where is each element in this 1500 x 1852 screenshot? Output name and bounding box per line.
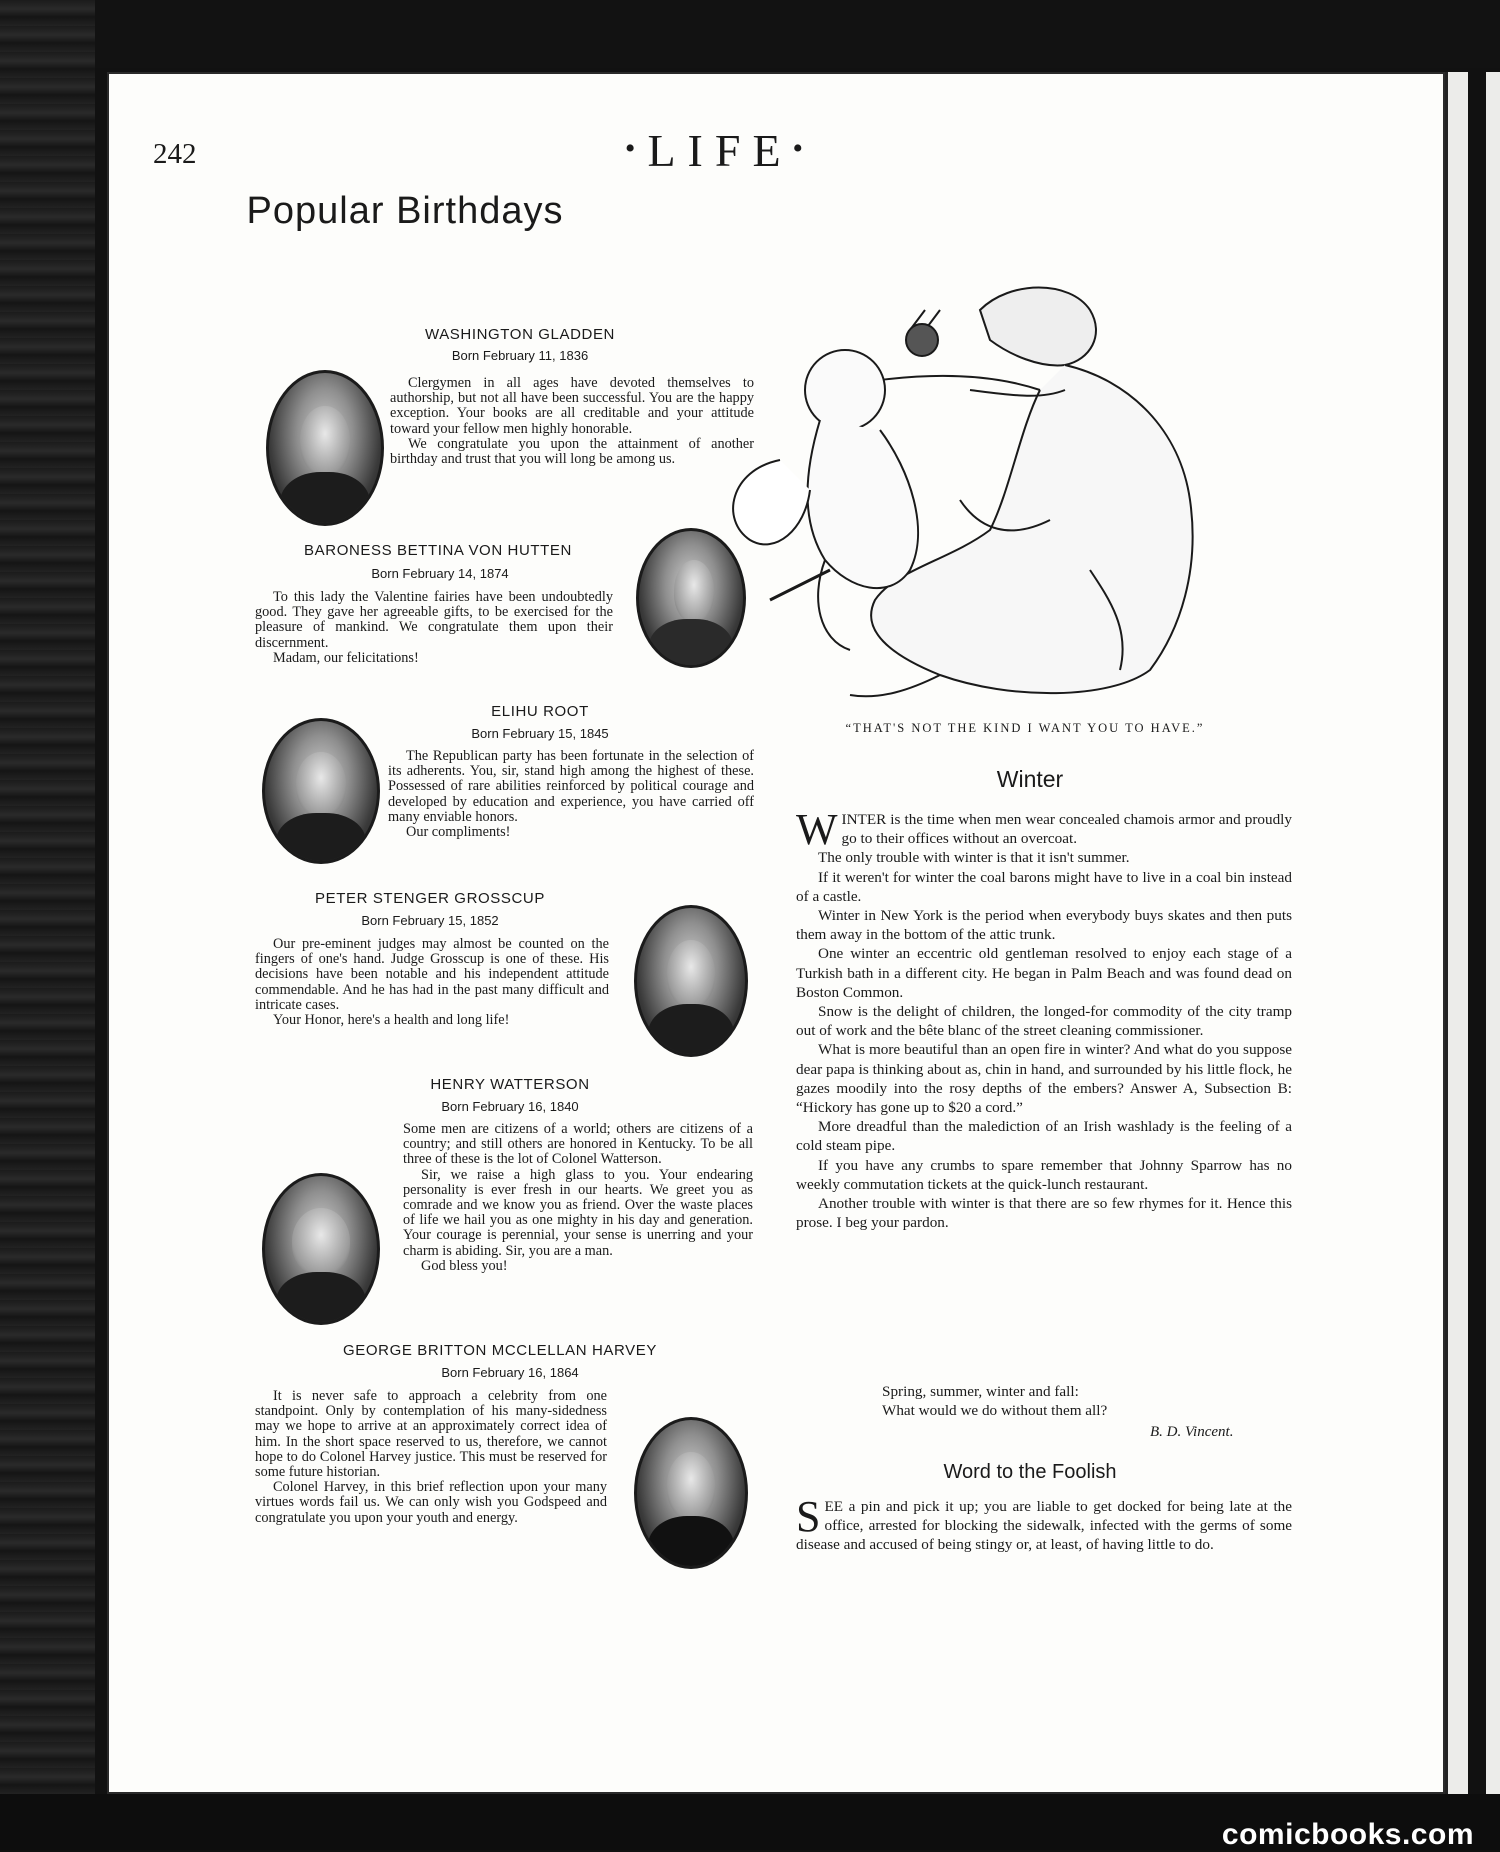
entry-name: WASHINGTON GLADDEN xyxy=(425,326,615,343)
entry-text xyxy=(255,1389,607,1526)
adjacent-page-edge xyxy=(1445,72,1500,1794)
winter-paragraph: Winter in New York is the period when everybody buys skates and then puts them away in the bottom of the attic trunk. xyxy=(796,907,1292,944)
entry-paragraph: The Republican party has been fortunate in the selection of its adherents. You, sir, stand high among the highest of these. Possessed of rare abilities reinforced by political courage and developed by education and experience, you have carried off many enviable honors. xyxy=(388,748,754,825)
winter-text xyxy=(796,805,1292,1232)
entry-born-date: Born February 16, 1864 xyxy=(441,1365,579,1380)
entry-name: ELIHU ROOT xyxy=(491,703,589,720)
entry-paragraph: Some men are citizens of a world; others are citizens of a country; and still others are honored in Kentucky. To be all three of these is the lot of Colonel Watterson. xyxy=(403,1121,753,1168)
winter-dropcap: W xyxy=(796,805,838,854)
winter-paragraph: One winter an eccentric old gentleman resolved to enjoy each stage of a Turkish bath in a different city. He began in Palm Beach and was found dead on Boston Common. xyxy=(796,945,1292,1001)
portrait-grosscup xyxy=(634,905,748,1057)
entry-paragraph: Colonel Harvey, in this brief reflection upon your many virtues words fail us. We can only wish you Godspeed and congratulate you upon your youth and energy. xyxy=(255,1479,607,1526)
entry-name: GEORGE BRITTON MCCLELLAN HARVEY xyxy=(343,1342,657,1359)
masthead: •LIFE• xyxy=(624,125,816,176)
entry-paragraph: To this lady the Valentine fairies have been undoubtedly good. They gave her agreeable gifts, to be exercised for the pleasure of mankind. We congratulate them upon their discernment. xyxy=(255,589,613,651)
winter-paragraph: If you have any crumbs to spare remember that Johnny Sparrow has no weekly commutation tickets at the quick-lunch restaurant. xyxy=(796,1156,1292,1193)
portrait-harvey xyxy=(634,1417,748,1569)
entry-paragraph: It is never safe to approach a celebrity from one standpoint. Only by contemplation of his many-sidedness may we hope to arrive at an approximately correct idea of him. In the short space reserved to us, therefore, we cannot hope to do Colonel Harvey justice. This must be reserved for some future historian. xyxy=(255,1388,607,1481)
entry-paragraph: Madam, our felicitations! xyxy=(273,649,419,666)
winter-paragraph: Another trouble with winter is that there are so few rhymes for it. Hence this prose. I beg your pardon. xyxy=(796,1195,1292,1232)
entry-name: HENRY WATTERSON xyxy=(430,1076,590,1093)
entry-paragraph: Our compliments! xyxy=(406,824,511,841)
entry-name: BARONESS BETTINA VON HUTTEN xyxy=(304,542,572,559)
winter-paragraph: The only trouble with winter is that it isn't summer. xyxy=(818,849,1130,867)
entry-born-date: Born February 15, 1852 xyxy=(361,913,499,928)
watermark: comicbooks.com xyxy=(1221,1818,1474,1851)
winter-paragraph: If it weren't for winter the coal barons might have to live in a coal bin instead of a castle. xyxy=(796,868,1292,905)
winter-first-paragraph xyxy=(796,805,1292,854)
winter-paragraph: Snow is the delight of children, the longed-for commodity of the city tramp out of work and the bête blanc of the street cleaning commissioner. xyxy=(796,1003,1292,1040)
entry-text xyxy=(390,376,754,467)
entry-text xyxy=(388,749,754,840)
entry-paragraph: Your Honor, here's a health and long life! xyxy=(273,1012,510,1029)
entry-paragraph: Sir, we raise a high glass to you. Your endearing personality is ever fresh in our hearts. We greet you as comrade and we know you as friend. Over the waste places of life we hail you as one mighty in his day and generation. Your courage is perennial, your sense is unerring and your charm is abiding. Sir, you are a man. xyxy=(403,1166,753,1259)
entry-paragraph: Our pre-eminent judges may almost be counted on the fingers of one's hand. Judge Grosscup is one of these. His decisions have been notable and his independent attitude commendable. And he has had in the past many difficult and intricate cases. xyxy=(255,936,609,1013)
winter-verse xyxy=(882,1382,1107,1420)
illustration-caption: “THAT'S NOT THE KIND I WANT YOU TO HAVE.” xyxy=(845,721,1205,735)
foolish-body: EE a pin and pick it up; you are liable to get docked for being late at the office, arrested for blocking the sidewalk, infected with the germs of some disease and accused of being stingy or, at least, of having little to do. xyxy=(796,1498,1292,1554)
entry-born-date: Born February 15, 1845 xyxy=(471,726,609,741)
entry-paragraph: We congratulate you upon the attainment of another birthday and trust that you will long be among us. xyxy=(390,435,754,468)
winter-paragraph: INTER is the time when men wear concealed chamois armor and proudly go to their offices without an overcoat. xyxy=(841,811,1292,848)
entry-paragraph: God bless you! xyxy=(421,1257,508,1274)
masthead-title: LIFE xyxy=(647,125,793,176)
entry-born-date: Born February 11, 1836 xyxy=(451,348,589,363)
entry-name: PETER STENGER GROSSCUP xyxy=(315,890,545,907)
popular-birthdays-title: Popular Birthdays xyxy=(246,190,564,232)
foolish-paragraph xyxy=(796,1492,1292,1555)
winter-title: Winter xyxy=(996,766,1064,792)
foolish-title: Word to the Foolish xyxy=(943,1461,1117,1483)
scan-border-top xyxy=(0,0,1500,68)
portrait-gladden xyxy=(266,370,384,526)
foolish-dropcap: S xyxy=(796,1492,821,1541)
entry-born-date: Born February 14, 1874 xyxy=(371,566,509,581)
winter-paragraph: More dreadful than the malediction of an Irish washlady is the feeling of a cold steam pipe. xyxy=(796,1118,1292,1155)
entry-born-date: Born February 16, 1840 xyxy=(441,1099,579,1114)
entry-text xyxy=(255,937,609,1028)
foolish-text xyxy=(796,1492,1292,1555)
entry-text xyxy=(255,1122,753,1274)
entry-text xyxy=(255,590,613,666)
page-number: 242 xyxy=(153,138,197,170)
verse-line: Spring, summer, winter and fall: xyxy=(882,1383,1079,1400)
scan-border-left xyxy=(0,0,95,1850)
winter-signature: B. D. Vincent. xyxy=(1150,1424,1234,1440)
cupid-and-woman-illustration xyxy=(710,270,1230,710)
verse-line: What would we do without them all? xyxy=(882,1402,1108,1419)
entry-paragraph: Clergymen in all ages have devoted themselves to authorship, but not all have been successful. You are the happy exception. Your books are all creditable and your attitude toward your fellow men highly honorable. xyxy=(390,375,754,437)
winter-paragraph: What is more beautiful than an open fire in winter? And what do you suppose dear papa is thinking about as, chin in hand, and surrounded by his little flock, he gazes moodily into the rosy depths of the embers? Answer A, Subsection B: “Hickory has gone up to $20 a cord.” xyxy=(796,1041,1292,1117)
portrait-root xyxy=(262,718,380,864)
